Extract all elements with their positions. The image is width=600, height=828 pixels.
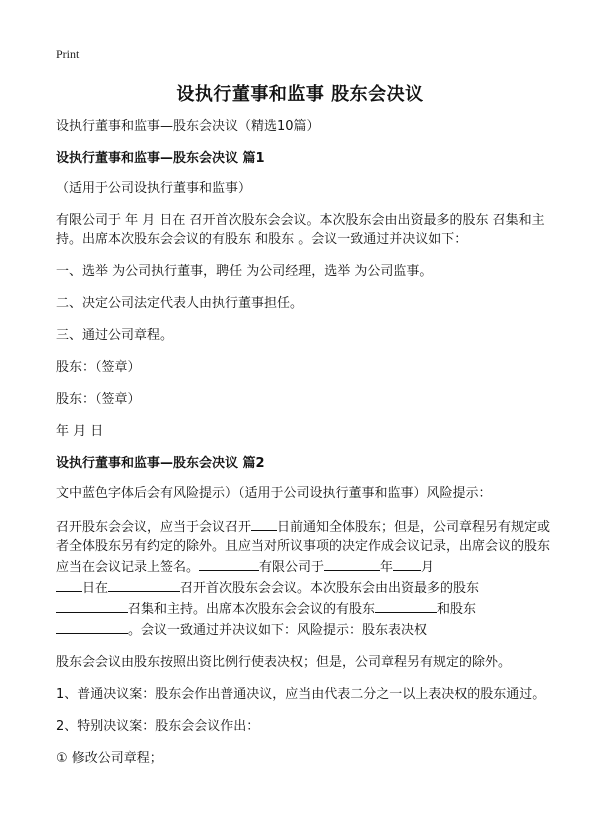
document-title: 设执行董事和监事 股东会决议: [176, 84, 424, 105]
section1-heading: 设执行董事和监事—股东会决议 篇1: [56, 151, 265, 166]
print-link[interactable]: Print: [56, 47, 80, 61]
section2-ordinary-resolution: 1、普通决议案：股东会作出普通决议，应当由代表二分之一以上表决权的股东通过。: [56, 687, 546, 702]
blank-line: [56, 598, 128, 613]
text-fragment: 有限公司于: [259, 560, 325, 575]
text-fragment: 月: [421, 560, 435, 575]
section1-date: 年 月 日: [56, 424, 104, 439]
blank-line: [108, 577, 180, 592]
document-body: [56, 117, 556, 768]
section2-special-resolution: 2、特别决议案：股东会会议作出：: [56, 719, 260, 734]
section1-item3: 三、通过公司章程。: [56, 328, 174, 343]
blank-line: [56, 619, 128, 634]
section1-sign1: 股东：（签章）: [56, 360, 141, 375]
text-fragment: 和股东: [437, 602, 477, 617]
text-fragment: 日前通知全体股东；但是，公司章程另有规定或者全体股东另有约定的除外。且应当对所议事项的决定作成会议记录，出席会议的股东应当在会议记录上签名。: [56, 520, 551, 575]
section2-heading: 设执行董事和监事—股东会决议 篇2: [56, 456, 265, 471]
section1-item1: 一、选举 为公司执行董事，聘任 为公司经理，选举 为公司监事。: [56, 264, 433, 279]
blank-line: [375, 598, 437, 613]
text-fragment: 。会议一致通过并决议如下：风险提示：股东表决权: [128, 623, 428, 638]
section2-voting: 股东会会议由股东按照出资比例行使表决权；但是，公司章程另有规定的除外。: [56, 655, 512, 670]
section1-sign2: 股东：（签章）: [56, 392, 141, 407]
section1-intro: 有限公司于 年 月 日在 召开首次股东会会议。本次股东会由出资最多的股东 召集和主持。出席本次股东会会议的有股东 和股东 。会议一致通过并决议如下：: [56, 213, 545, 247]
text-fragment: 召集和主持。出席本次股东会会议的有股东: [128, 602, 376, 617]
text-fragment: 年: [380, 560, 394, 575]
section2-note: 文中蓝色字体后会有风险提示）（适用于公司设执行董事和监事）风险提示：: [56, 486, 492, 501]
section1-applicable: （适用于公司设执行董事和监事）: [56, 181, 252, 196]
text-fragment: 召开股东会会议，应当于会议召开: [56, 520, 252, 535]
text-fragment: 日在: [82, 581, 109, 596]
section2-special-item1: ① 修改公司章程；: [56, 751, 163, 766]
blank-line: [393, 556, 421, 571]
blank-line: [324, 556, 380, 571]
blank-line: [199, 556, 259, 571]
section2-notice-paragraph: [56, 516, 556, 640]
text-fragment: 召开首次股东会会议。本次股东会由出资最多的股东: [180, 581, 480, 596]
document-subtitle: 设执行董事和监事—股东会决议（精选10篇）: [56, 119, 320, 134]
blank-line: [251, 516, 277, 531]
section1-item2: 二、决定公司法定代表人由执行董事担任。: [56, 296, 304, 311]
blank-line: [56, 577, 82, 592]
